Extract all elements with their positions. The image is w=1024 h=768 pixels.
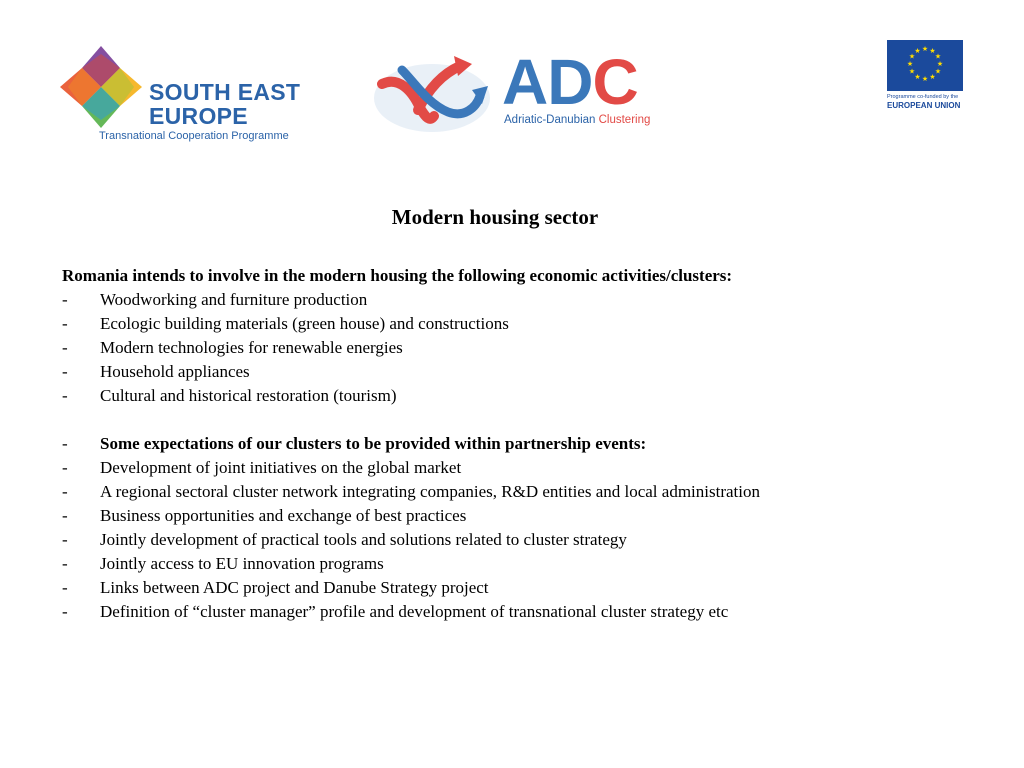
adc-wordmark: [502, 48, 638, 116]
list-item: [62, 312, 962, 336]
eu-stars-icon: [887, 40, 963, 91]
document-body: [62, 264, 962, 624]
list-dash: -: [62, 506, 68, 525]
expectation-text: Business opportunities and exchange of best practices: [100, 506, 467, 525]
expectation-text: Links between ADC project and Danube Strategy project: [100, 578, 489, 597]
expectation-text: Jointly development of practical tools and solutions related to cluster strategy: [100, 530, 627, 549]
expectation-text: A regional sectoral cluster network integrating companies, R&D entities and local administration: [100, 482, 760, 501]
list-item: [62, 504, 962, 528]
list-dash: -: [62, 362, 68, 381]
svg-text:★: ★: [908, 67, 916, 76]
list-dash: -: [62, 386, 68, 405]
list-item: [62, 336, 962, 360]
list-dash: -: [62, 458, 68, 477]
list-dash: -: [62, 602, 68, 621]
svg-text:★: ★: [929, 73, 936, 81]
list-item: [62, 552, 962, 576]
eu-cofunded-label: Programme co-funded by the: [887, 94, 959, 100]
svg-text:★: ★: [914, 73, 921, 81]
eu-logo: [885, 40, 965, 112]
list-item: [62, 480, 962, 504]
page-title: Modern housing sector: [391, 205, 599, 229]
list-dash: -: [62, 530, 68, 549]
adc-arrows-icon: [368, 46, 502, 138]
adc-subtitle-part1: Adriatic-Danubian: [504, 114, 599, 126]
list-dash: -: [62, 578, 68, 597]
activity-text: Modern technologies for renewable energies: [100, 338, 403, 357]
list-item: [62, 576, 962, 600]
list-item: [62, 360, 962, 384]
svg-text:★: ★: [921, 45, 929, 53]
list-item: [62, 528, 962, 552]
list-dash: -: [62, 434, 68, 453]
svg-text:★: ★: [908, 52, 916, 61]
see-title-line1: SOUTH EAST: [149, 79, 301, 105]
list-dash: -: [62, 482, 68, 501]
expectation-text: Jointly access to EU innovation programs: [100, 554, 384, 573]
expectations-heading: Some expectations of our clusters to be provided within partnership events:: [100, 434, 647, 453]
activity-text: Ecologic building materials (green house) and constructions: [100, 314, 509, 333]
eu-name-label: EUROPEAN UNION: [887, 101, 961, 110]
adc-letter-c: C: [592, 46, 638, 118]
adc-subtitle: [504, 114, 650, 126]
list-dash: -: [62, 290, 68, 309]
expectation-text: Definition of “cluster manager” profile and development of transnational cluster strategy etc: [100, 602, 729, 621]
adc-letter-a: A: [502, 46, 548, 118]
list-dash: -: [62, 554, 68, 573]
svg-text:★: ★: [936, 60, 944, 68]
svg-text:★: ★: [921, 75, 929, 83]
see-flower-icon: [58, 44, 144, 130]
list-dash: -: [62, 338, 68, 357]
eu-flag-icon: [887, 40, 963, 91]
svg-text:★: ★: [934, 67, 942, 76]
svg-text:★: ★: [906, 60, 914, 68]
svg-text:★: ★: [914, 47, 921, 55]
svg-text:★: ★: [929, 47, 936, 55]
adc-logo: [368, 46, 668, 138]
activity-text: Woodworking and furniture production: [100, 290, 368, 309]
list-item: [62, 456, 962, 480]
intro-heading: Romania intends to involve in the modern housing the following economic activities/clusters:: [62, 266, 733, 285]
activity-text: Cultural and historical restoration (tourism): [100, 386, 397, 405]
expectations-heading-row: [62, 432, 962, 456]
adc-letter-d: D: [547, 46, 593, 118]
see-subtitle: Transnational Cooperation Programme: [99, 130, 289, 142]
adc-subtitle-part2: Clustering: [598, 114, 651, 126]
spacer: [62, 408, 962, 432]
svg-text:★: ★: [934, 52, 942, 61]
south-east-europe-logo: [58, 44, 308, 148]
see-title-line2: EUROPE: [149, 103, 248, 129]
list-item: [62, 384, 962, 408]
list-item: [62, 600, 962, 624]
activity-text: Household appliances: [100, 362, 250, 381]
list-item: [62, 288, 962, 312]
list-dash: -: [62, 314, 68, 333]
expectation-text: Development of joint initiatives on the global market: [100, 458, 462, 477]
